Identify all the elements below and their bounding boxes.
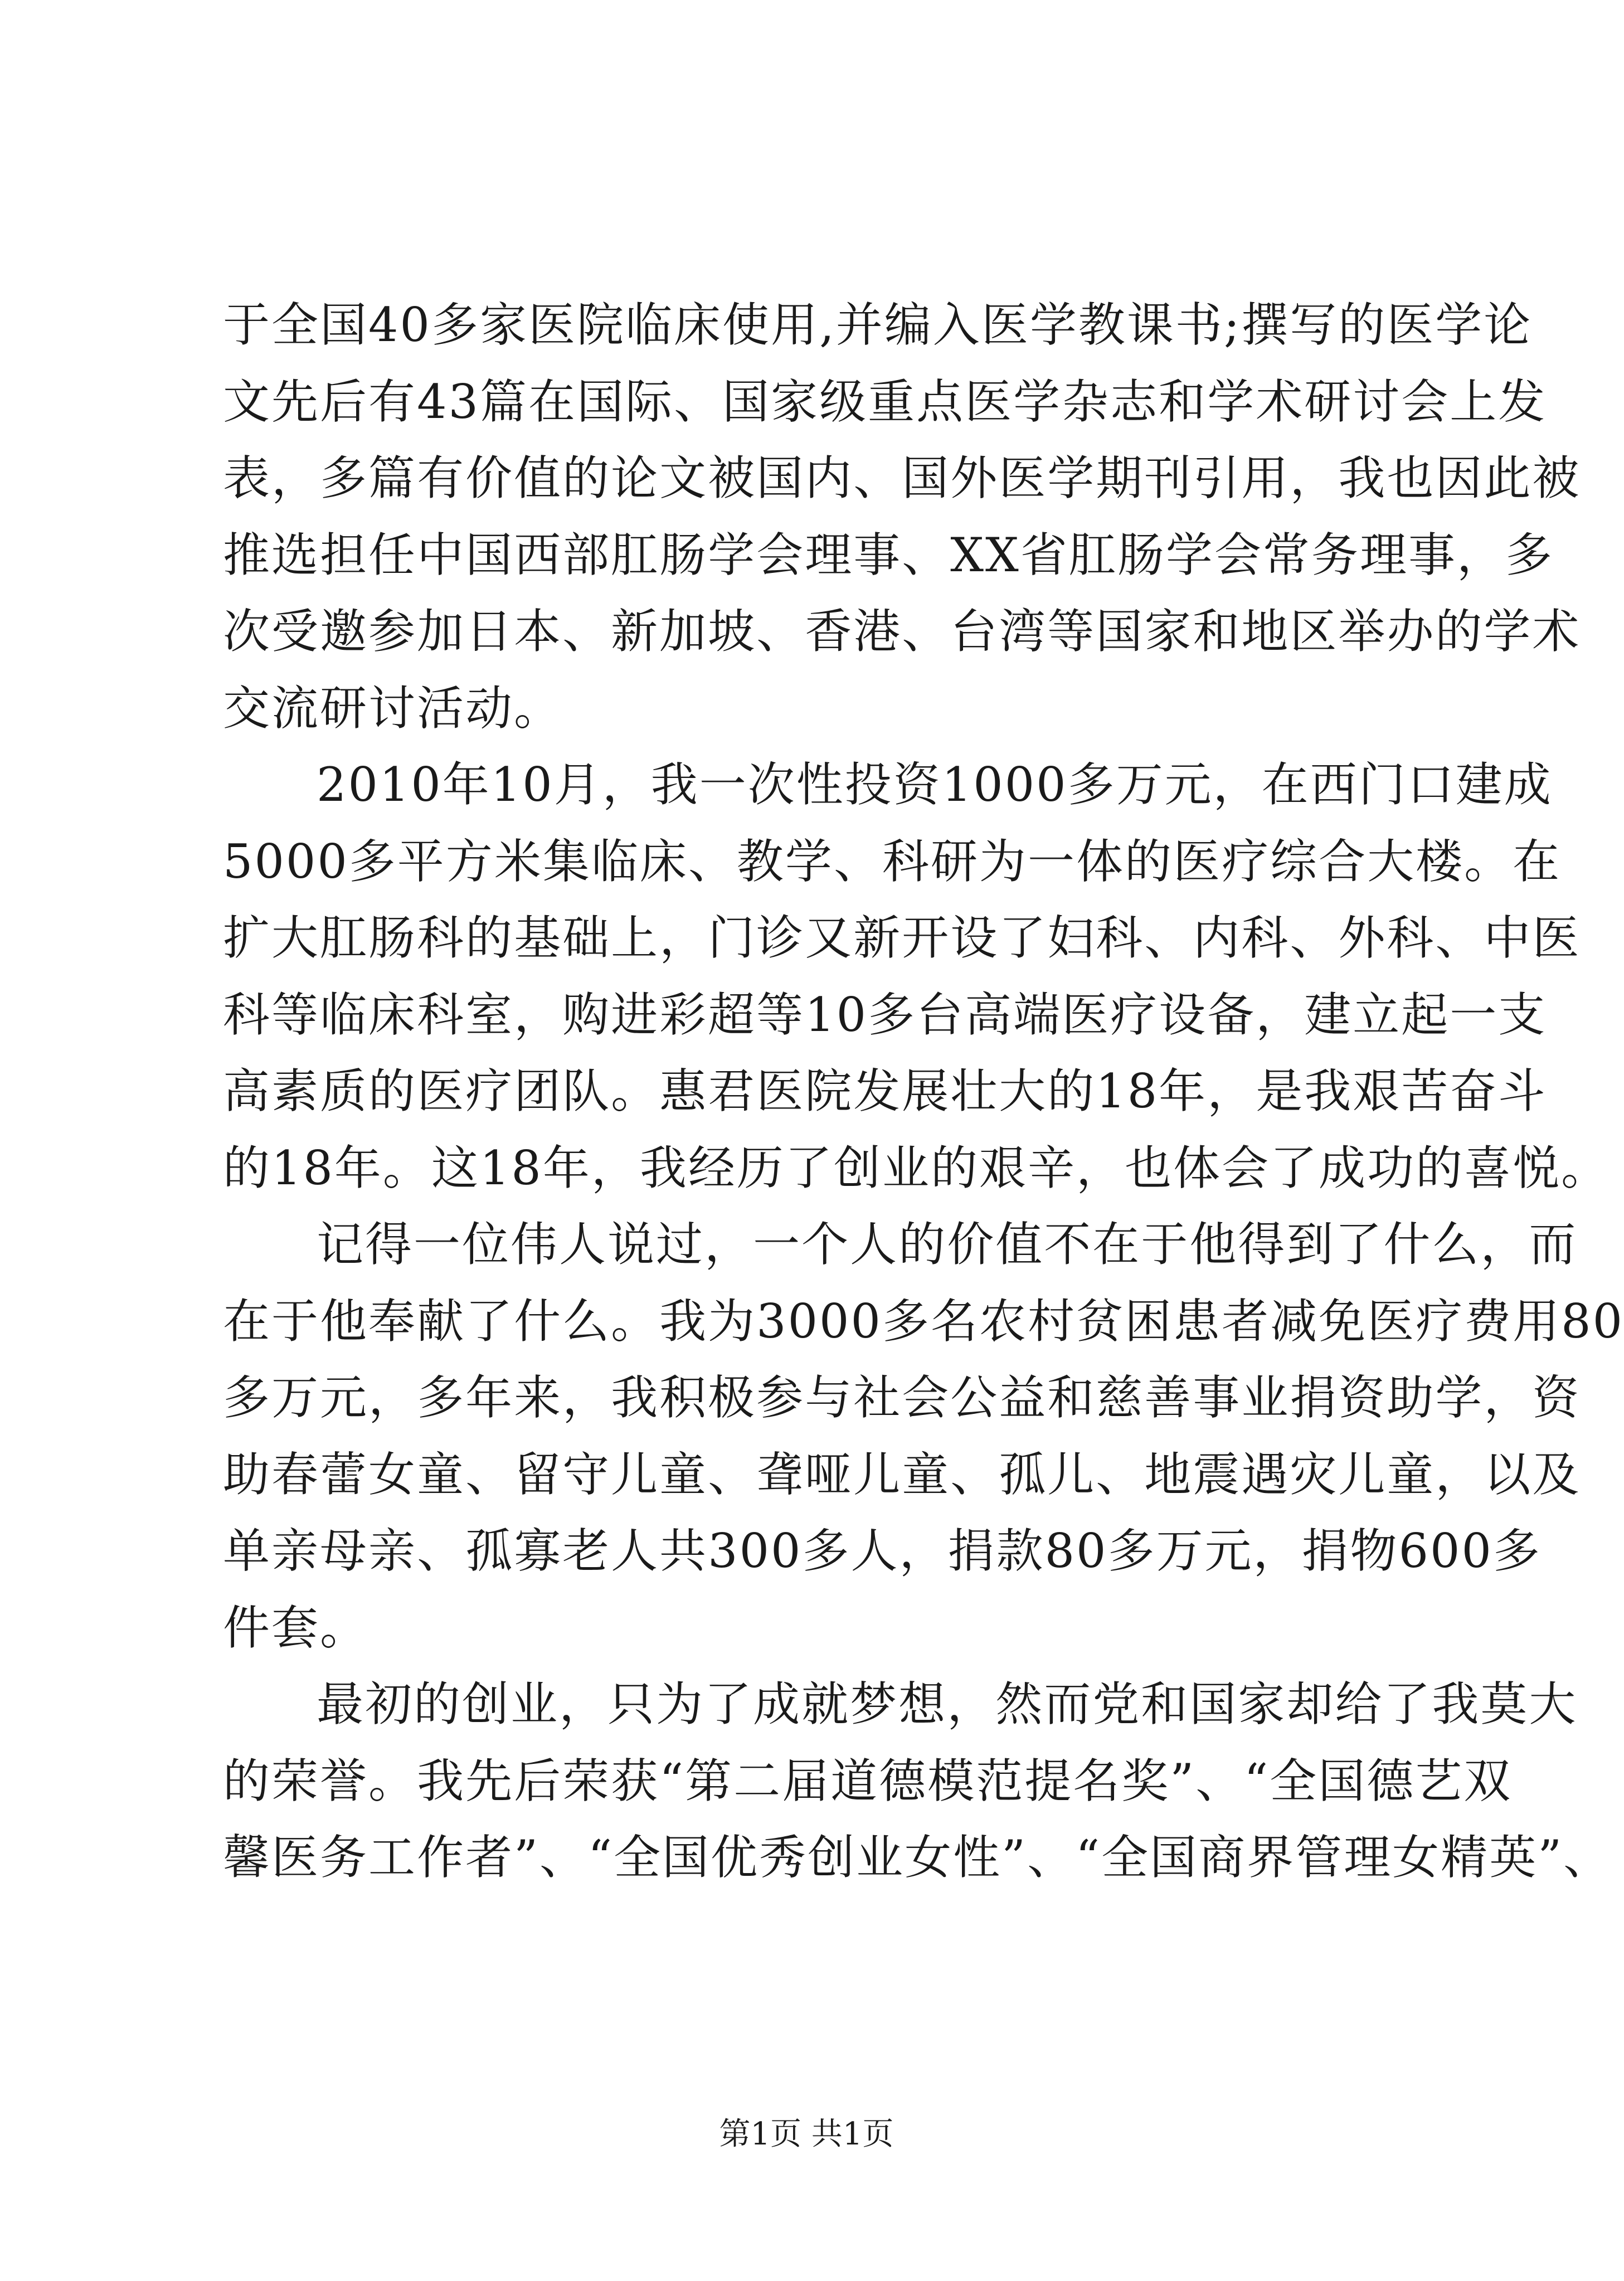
document-body — [223, 287, 1624, 1896]
text-line: 多 万 元 ， 多 年 来 ， 我 积 极 参 与 社 会 公 益 和 慈 善 事 业 捐 资 助 学 ， 资 — [223, 1370, 1581, 1425]
text-line: 记 得 一 位 伟 人 说 过 ， 一 个 人 的 价 值 不 在 于 他 得 到 了 什 么 ， 而 — [317, 1217, 1578, 1272]
text-line: 5000 多 平 方 米 集 临 床 、 教 学 、 科 研 为 一 体 的 医 疗 综 合 大 楼 。 在 — [223, 834, 1562, 889]
text-line: 交流研讨活动。 — [223, 680, 563, 736]
text-line: 馨 医 务 工 作 者 ” 、 “ 全 国 优 秀 创 业 女 性 ” 、 “ 全 国 商 界 管 理 女 精 英 ” 、 — [223, 1830, 1612, 1885]
text-line: 推 选 担 任 中 国 西 部 肛 肠 学 会 理 事 、 XX 省 肛 肠 学 会 常 务 理 事 ， 多 — [223, 527, 1554, 582]
text-line: 2010 年 10 月 ， 我 一 次 性 投 资 1000 多 万 元 ， 在 西 门 口 建 成 — [317, 757, 1553, 812]
page-footer: 第1页 共1页 — [719, 2116, 894, 2152]
text-line: 的 18 年 。 这 18 年 ， 我 经 历 了 创 业 的 艰 辛 ， 也 体 会 了 成 功 的 喜 悦 。 — [223, 1140, 1610, 1195]
text-line: 文 先 后 有 43 篇 在 国 际 、 国 家 级 重 点 医 学 杂 志 和 学 术 研 讨 会 上 发 — [223, 374, 1547, 429]
text-line: 件套。 — [223, 1600, 369, 1655]
text-line: 于 全 国 40 多 家 医 院 临 床 使 用 , 并 编 入 医 学 教 课 书 ; 撰 写 的 医 学 论 — [223, 298, 1533, 352]
text-line: 在 于 他 奉 献 了 什 么 。 我 为 3000 多 名 农 村 贫 困 患 者 减 免 医 疗 费 用 80 — [223, 1293, 1624, 1349]
text-line: 助 春 蕾 女 童 、 留 守 儿 童 、 聋 哑 儿 童 、 孤 儿 、 地 震 遇 灾 儿 童 ， 以 及 — [223, 1447, 1581, 1502]
text-line: 高 素 质 的 医 疗 团 队 。 惠 君 医 院 发 展 壮 大 的 18 年 ， 是 我 艰 苦 奋 斗 — [223, 1064, 1547, 1118]
text-line: 次 受 邀 参 加 日 本 、 新 加 坡 、 香 港 、 台 湾 等 国 家 和 地 区 举 办 的 学 术 — [223, 604, 1581, 659]
text-line: 科 等 临 床 科 室 ， 购 进 彩 超 等 10 多 台 高 端 医 疗 设 备 ， 建 立 起 一 支 — [223, 987, 1547, 1042]
text-line: 的 荣 誉 。 我 先 后 荣 获 “ 第 二 届 道 德 模 范 提 名 奖 ” 、 “ 全 国 德 艺 双 — [223, 1753, 1513, 1808]
text-line: 单 亲 母 亲 、 孤 寡 老 人 共 300 多 人 ， 捐 款 80 多 万 元 ， 捐 物 600 多 — [223, 1524, 1542, 1578]
text-line: 扩 大 肛 肠 科 的 基 础 上 ， 门 诊 又 新 开 设 了 妇 科 、 内 科 、 外 科 、 中 医 — [223, 911, 1581, 965]
text-line: 最 初 的 创 业 ， 只 为 了 成 就 梦 想 ， 然 而 党 和 国 家 却 给 了 我 莫 大 — [317, 1677, 1578, 1732]
text-line: 表 ， 多 篇 有 价 值 的 论 文 被 国 内 、 国 外 医 学 期 刊 引 用 ， 我 也 因 此 被 — [223, 451, 1581, 505]
